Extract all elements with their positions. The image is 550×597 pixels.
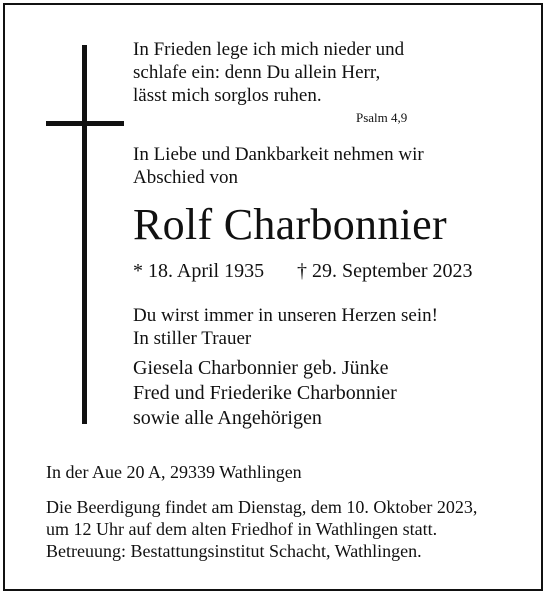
verse-line: schlafe ein: denn Du allein Herr, (133, 62, 381, 83)
family-address: In der Aue 20 A, 29339 Wathlingen (46, 462, 302, 482)
memorial-message (133, 304, 438, 350)
verse-line: lässt mich sorglos ruhen. (133, 85, 322, 106)
death-date: † 29. September 2023 (297, 260, 473, 282)
verse-source: Psalm 4,9 (356, 110, 408, 125)
verse-line: In Frieden lege ich mich nieder und (133, 39, 405, 60)
mourner-line: Giesela Charbonnier geb. Jünke (133, 357, 389, 379)
intro-text (133, 143, 424, 189)
cross-vertical-bar (82, 45, 87, 424)
mourners-list (133, 356, 397, 431)
funeral-line: Betreuung: Bestattungsinstitut Schacht, Wathlingen. (46, 541, 422, 561)
intro-line: In Liebe und Dankbarkeit nehmen wir (133, 144, 424, 165)
funeral-line: Die Beerdigung findet am Dienstag, dem 10. Oktober 2023, (46, 497, 478, 517)
mourner-line: sowie alle Angehörigen (133, 407, 322, 429)
cross-horizontal-bar (46, 121, 124, 126)
deceased-name: Rolf Charbonnier (133, 200, 447, 249)
birth-date: * 18. April 1935 (133, 260, 265, 282)
funeral-details (46, 496, 477, 562)
bible-verse (133, 38, 404, 107)
message-line: Du wirst immer in unseren Herzen sein! (133, 305, 438, 326)
message-line: In stiller Trauer (133, 328, 252, 349)
mourner-line: Fred und Friederike Charbonnier (133, 382, 397, 404)
intro-line: Abschied von (133, 167, 239, 188)
funeral-line: um 12 Uhr auf dem alten Friedhof in Wathlingen statt. (46, 519, 438, 539)
